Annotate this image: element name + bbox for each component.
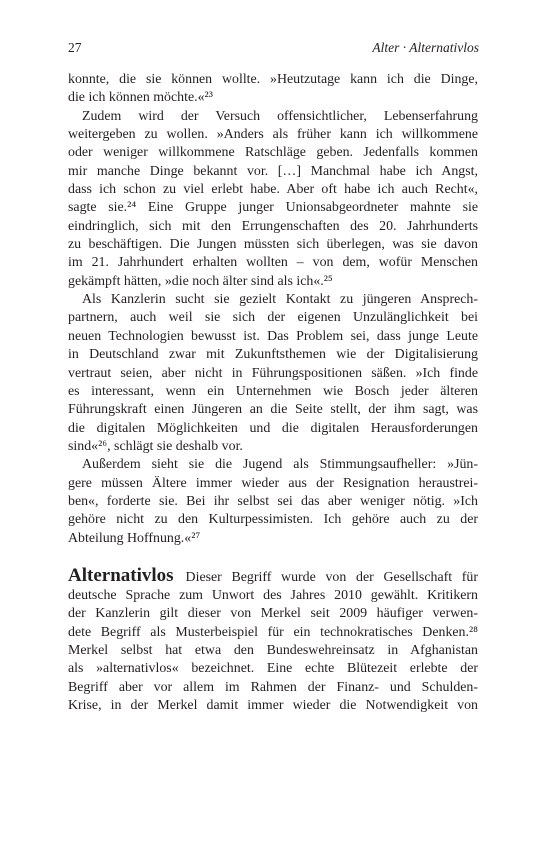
text-line: Zudem wird der Versuch offensichtlicher, Lebenserfahrung bbox=[82, 108, 478, 124]
text-line: weitergeben zu wollen. »Anders als früher kann ich willkommene bbox=[68, 127, 478, 143]
entry-title: Alternativlos bbox=[68, 564, 174, 586]
text-line: der Kanzlerin gilt dieser von Merkel seit 2009 häufiger verwen- bbox=[68, 606, 478, 622]
text-line: im 21. Jahrhundert erhalten wollten – von dem, wofür Menschen bbox=[68, 255, 478, 271]
text-line: konnte, die sie können wollte. »Heutzutage kann ich die Dinge, bbox=[68, 72, 478, 87]
text-line: Als Kanzlerin sucht sie gezielt Kontakt zu jüngeren Ansprech- bbox=[82, 292, 478, 308]
text-line: gehöre nicht zu den Kulturpessimisten. Ich gehöre auch zu der bbox=[68, 512, 478, 528]
text-line: Außerdem sieht sie die Jugend als Stimmungsaufheller: »Jün- bbox=[82, 457, 478, 473]
text-line: deutsche Sprache zum Unwort des Jahres 2010 gewählt. Kritikern bbox=[68, 587, 478, 603]
text-line: Krise, in der Merkel damit immer wieder die Notwendigkeit von bbox=[68, 698, 478, 713]
text-line: Begriff aber vor allem im Rahmen der Finanz- und Schulden- bbox=[68, 679, 478, 695]
section-gap bbox=[68, 548, 478, 565]
entry-heading-line bbox=[68, 565, 478, 587]
text-line: zu beschäftigen. Die Jungen müssten sich überlegen, was sie davon bbox=[68, 237, 478, 253]
text-line: Merkel selbst hat etwa den Bundeswehreinsatz in Afghanistan bbox=[68, 642, 478, 658]
running-head: Alter · Alternativlos bbox=[372, 40, 479, 55]
text-line: vertraut seien, aber nicht in Führungspositionen säßen. »Ich finde bbox=[68, 365, 478, 381]
text-line: in Deutschland zwar mit Zukunftsthemen wie der Digitalisierung bbox=[68, 347, 478, 363]
text-line: gekämpft hätten, »die noch älter sind als ich«.²⁵ bbox=[68, 273, 333, 289]
text-line: partnern, auch weil sie sich der eigenen Unzulänglichkeit bei bbox=[68, 310, 478, 326]
page-number: 27 bbox=[68, 40, 82, 55]
text-line: Führungskraft einen Jüngeren an die Seite stellt, der ihm sagt, was bbox=[68, 402, 478, 418]
page-header bbox=[68, 40, 479, 56]
text-line: dete Begriff als Musterbeispiel für ein technokratisches Denken.²⁸ bbox=[68, 624, 478, 640]
text-line: dass ich schon zu viel erlebt habe. Aber oft habe ich auch Recht«, bbox=[68, 182, 478, 198]
text-line: eindringlich, sich mit den Errungenschaften des 20. Jahrhunderts bbox=[68, 218, 478, 234]
text-line: es interessant, wenn ein Unternehmen wie Bosch jeder älteren bbox=[68, 383, 478, 399]
body-text bbox=[68, 71, 478, 715]
text-line: gere müssen Ältere immer wieder aus der Resignation heraustrei- bbox=[68, 475, 478, 491]
text-line: ben«, forderte sie. Bei ihr selbst sei das aber weniger nötig. »Ich bbox=[68, 493, 478, 509]
text-line: die digitalen Möglichkeiten und die digitalen Herausforderungen bbox=[68, 420, 478, 436]
text-line: mir manche Dinge bekannt vor. […] Manchmal habe ich Angst, bbox=[68, 163, 478, 179]
text-line: sagte sie.²⁴ Eine Gruppe junger Unionsabgeordneter mahnte sie bbox=[68, 200, 478, 216]
text-line: Abteilung Hoffnung.«²⁷ bbox=[68, 530, 201, 546]
entry-first-line: Dieser Begriff wurde von der Gesellschaft für bbox=[185, 569, 478, 585]
text-line: die ich können möchte.«²³ bbox=[68, 90, 213, 106]
text-line: sind«²⁶, schlägt sie deshalb vor. bbox=[68, 438, 243, 454]
text-line: neuen Technologien bewusst ist. Das Problem sei, dass junge Leute bbox=[68, 328, 478, 344]
text-line: als »alternativlos« bezeichnet. Eine echte Blütezeit erlebte der bbox=[68, 661, 478, 677]
text-line: oder weniger willkommene Ratschläge geben. Jedenfalls kommen bbox=[68, 145, 478, 161]
